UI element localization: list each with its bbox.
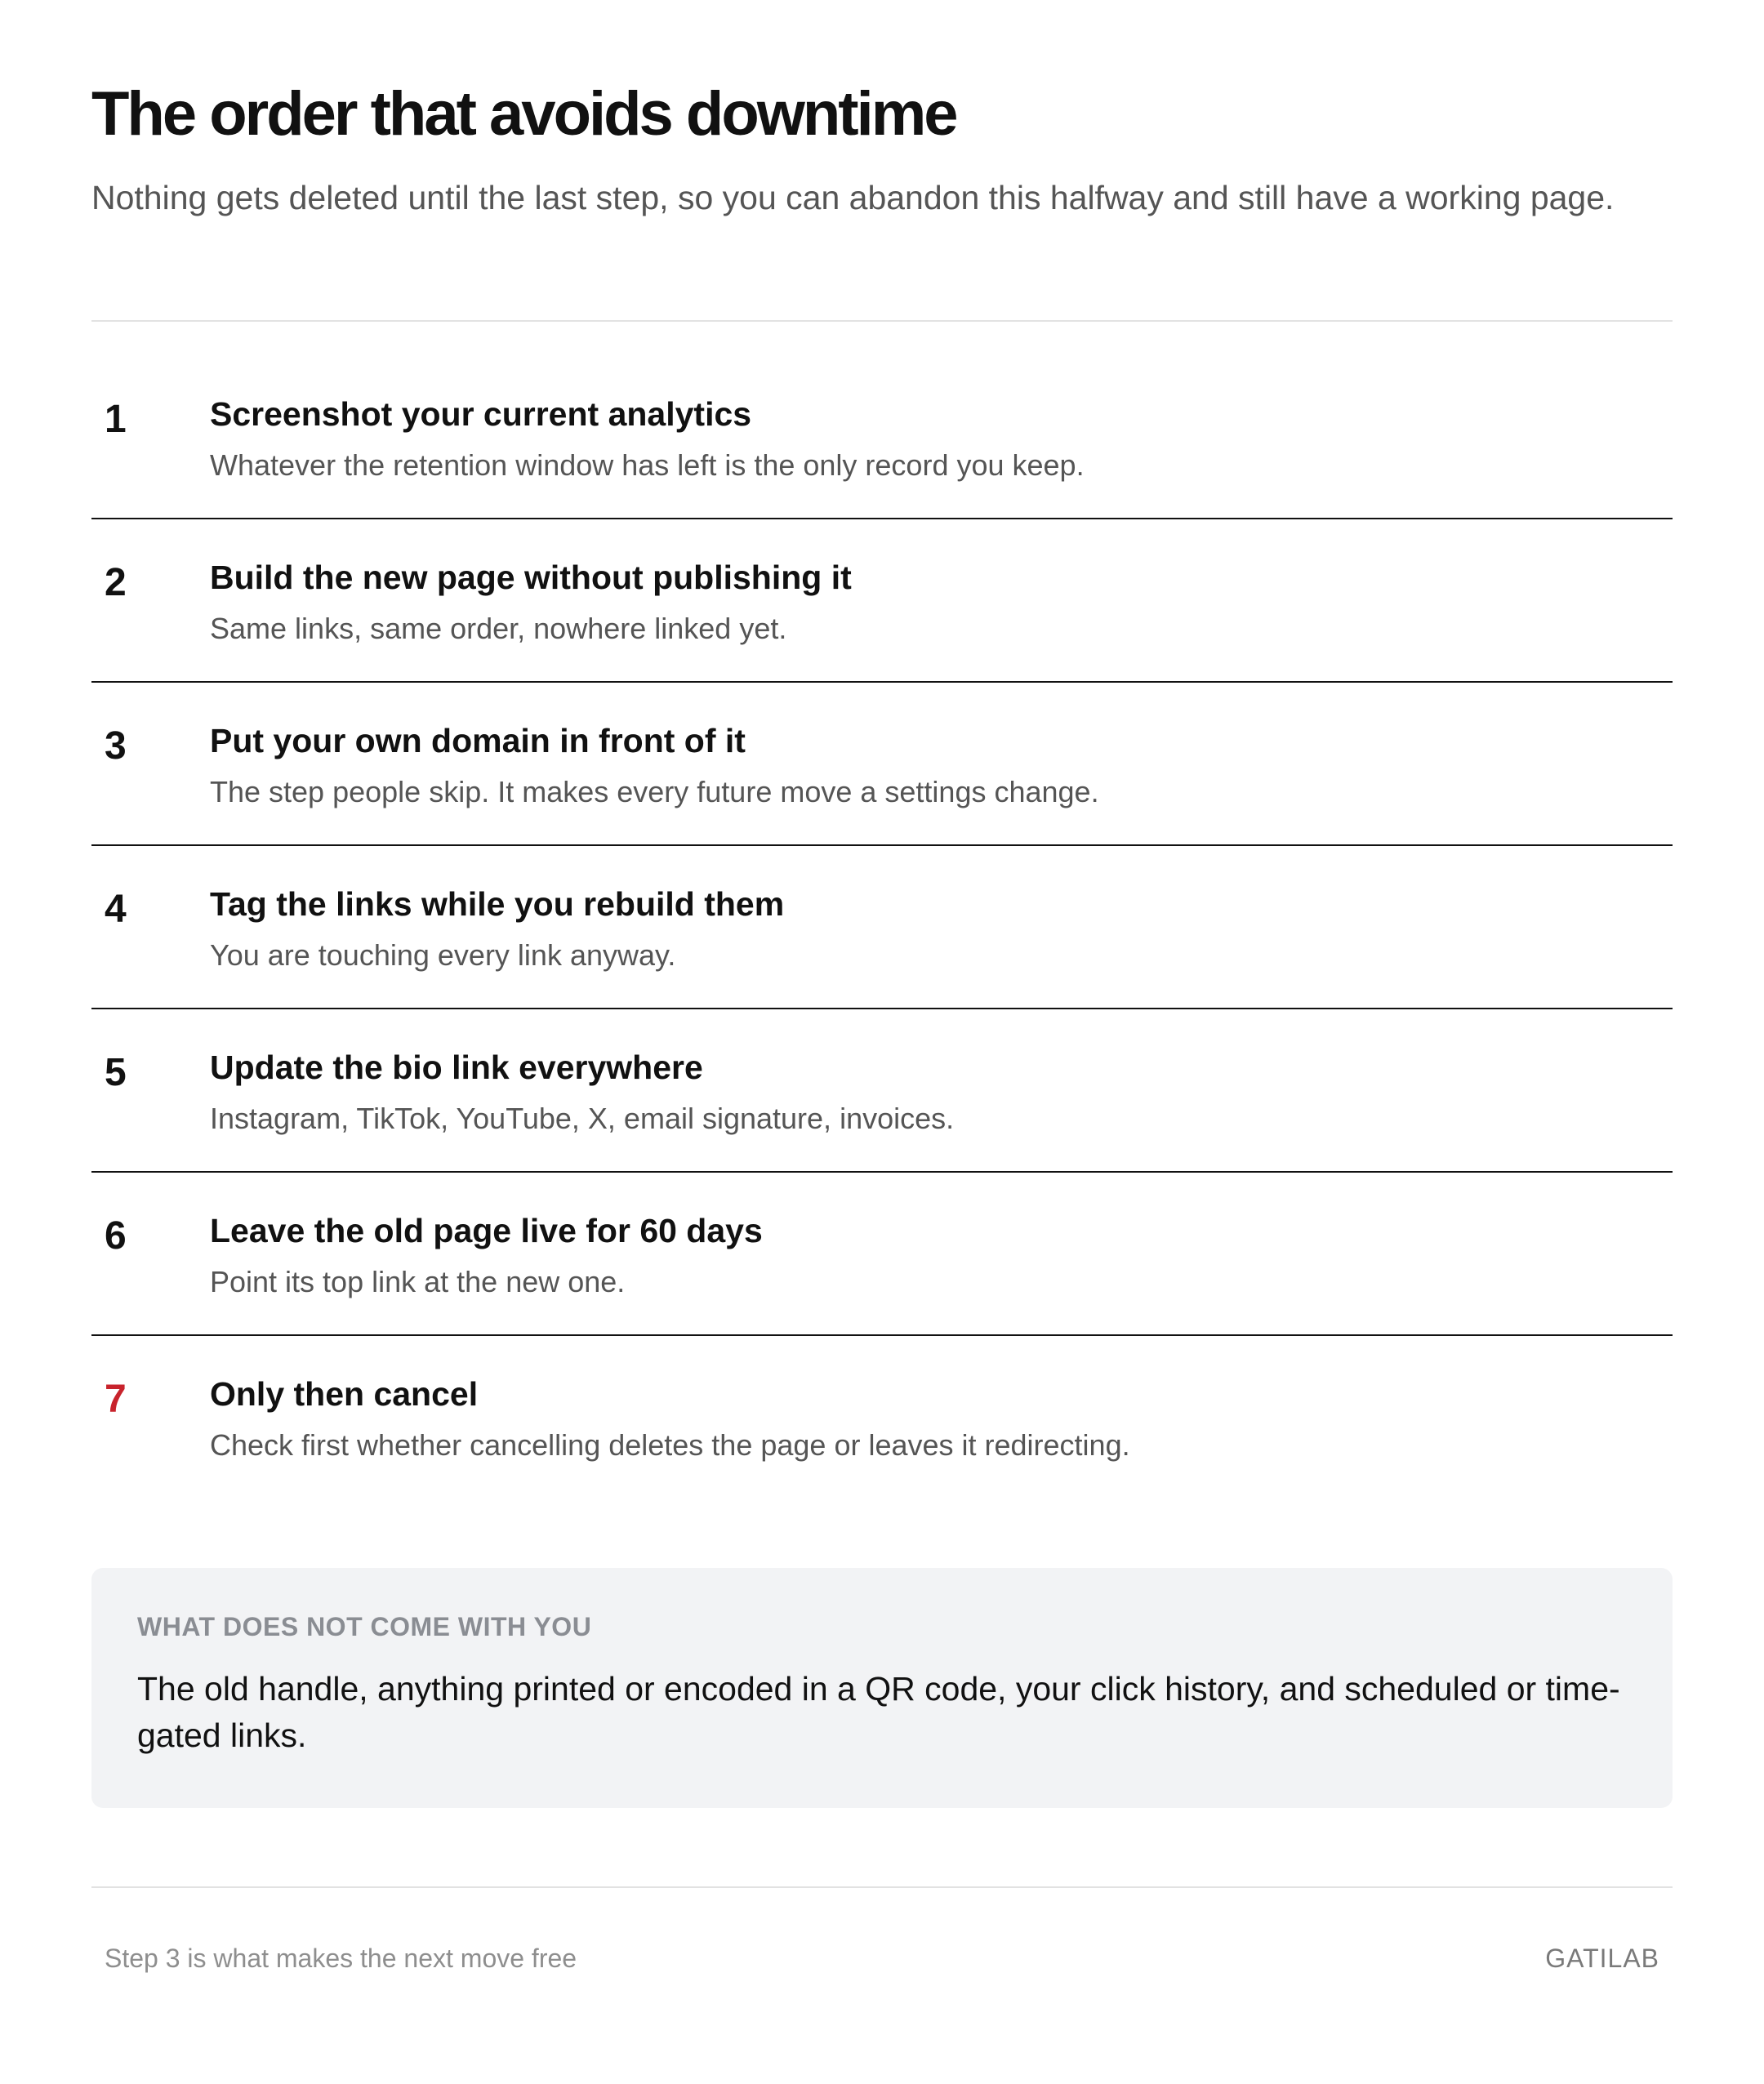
step-number: 3 (105, 724, 127, 768)
step-item (91, 846, 1673, 1009)
step-title: Leave the old page live for 60 days (210, 1212, 763, 1249)
footer-caption: Step 3 is what makes the next move free (105, 1944, 577, 1973)
step-item (91, 1173, 1673, 1336)
page-title: The order that avoids downtime (91, 79, 956, 149)
page-subtitle: Nothing gets deleted until the last step, so you can abandon this halfway and still have a working page. (91, 179, 1615, 216)
callout-text: The old handle, anything printed or encoded in a QR code, your click history, and scheduled or time-gated links. (137, 1670, 1620, 1754)
step-number: 4 (105, 888, 127, 931)
step-item (91, 356, 1673, 519)
step-number: 2 (105, 561, 127, 604)
step-title: Tag the links while you rebuild them (210, 885, 785, 923)
step-item-final (91, 1336, 1673, 1499)
step-title: Screenshot your current analytics (210, 395, 752, 433)
step-item (91, 683, 1673, 846)
steps-list (91, 356, 1673, 1499)
step-description: The step people skip. It makes every future move a settings change. (210, 775, 1099, 808)
step-description: You are touching every link anyway. (210, 938, 676, 972)
step-title: Only then cancel (210, 1375, 479, 1413)
step-number: 1 (105, 398, 127, 441)
step-title: Build the new page without publishing it (210, 559, 852, 596)
step-title: Update the bio link everywhere (210, 1049, 703, 1086)
step-number-accent: 7 (105, 1378, 127, 1421)
step-description: Instagram, TikTok, YouTube, X, email signature, invoices. (210, 1102, 955, 1135)
callout-label: WHAT DOES NOT COME WITH YOU (137, 1612, 592, 1641)
callout-box (91, 1568, 1673, 1808)
step-description: Same links, same order, nowhere linked yet. (210, 612, 787, 645)
step-number: 6 (105, 1214, 127, 1258)
step-title: Put your own domain in front of it (210, 722, 746, 759)
footer-brand: GATILAB (1545, 1944, 1659, 1973)
step-number: 5 (105, 1051, 127, 1094)
step-item (91, 1009, 1673, 1173)
bottom-divider (91, 1886, 1673, 1888)
step-description: Check first whether cancelling deletes the page or leaves it redirecting. (210, 1428, 1130, 1462)
step-description: Point its top link at the new one. (210, 1265, 626, 1298)
step-description: Whatever the retention window has left is the only record you keep. (210, 448, 1085, 482)
top-divider (91, 320, 1673, 322)
step-item (91, 519, 1673, 683)
